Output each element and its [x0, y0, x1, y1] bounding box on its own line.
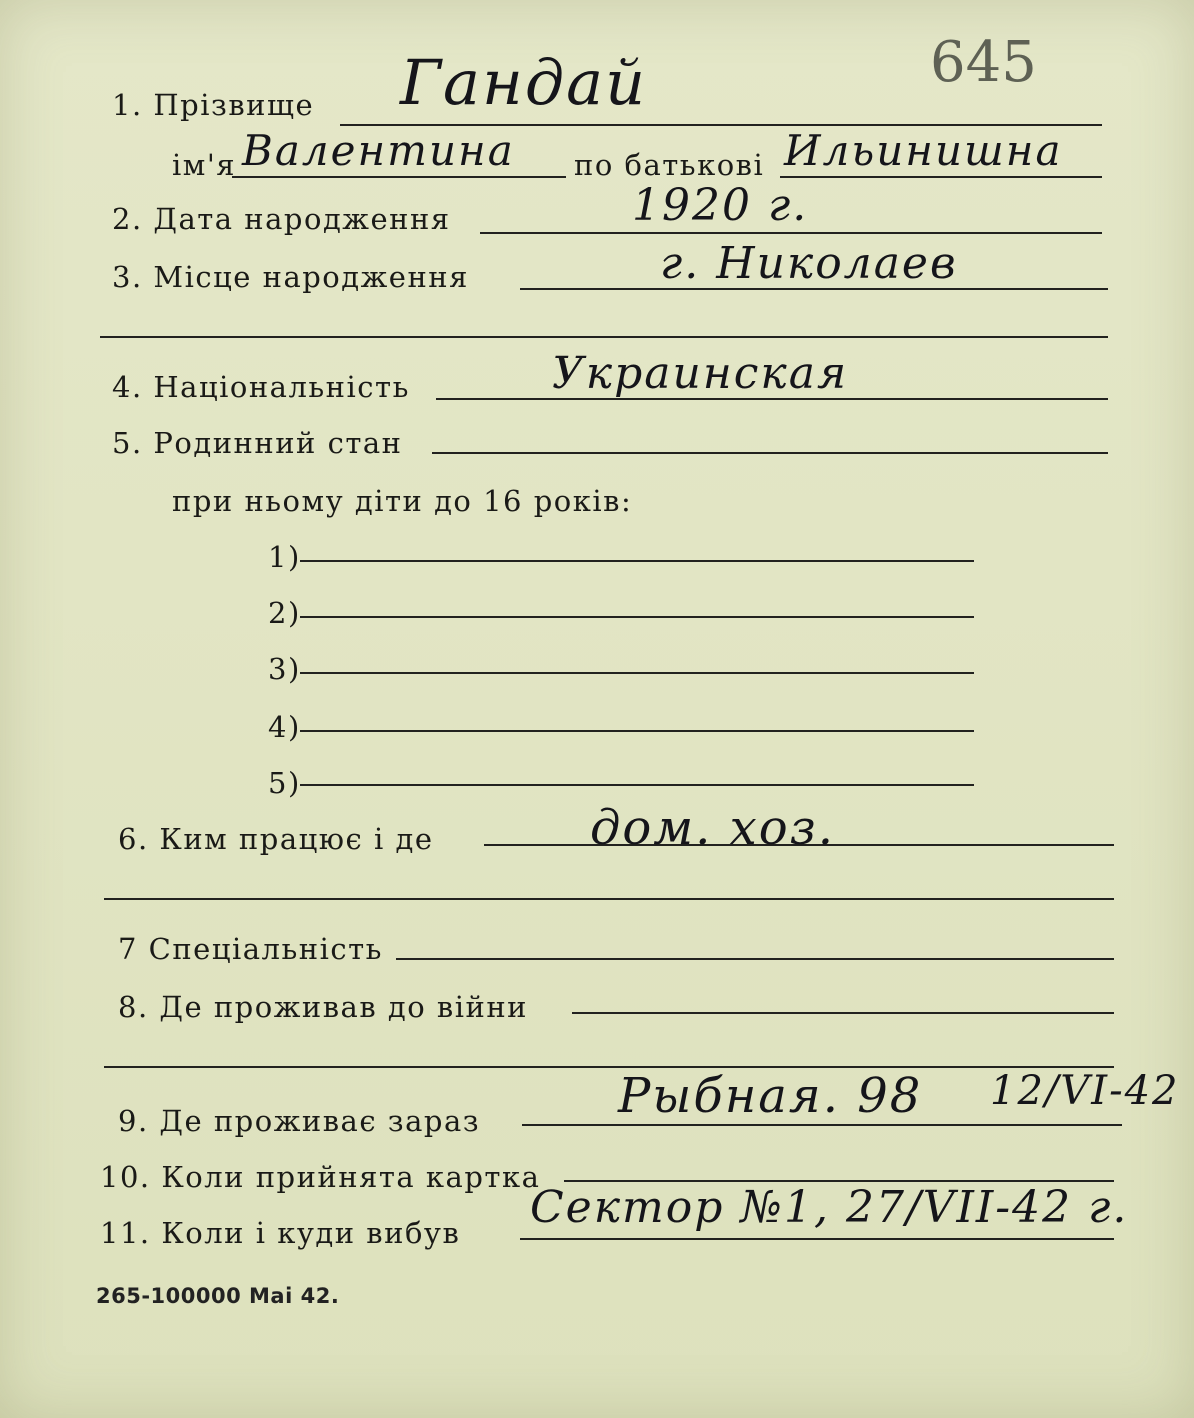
current-residence-line — [522, 1124, 1122, 1126]
departed-label: 11. Коли і куди вибув — [100, 1216, 461, 1250]
occupation-value: дом. хоз. — [590, 800, 836, 856]
surname-value: Гандай — [400, 46, 648, 119]
card-accepted-label: 10. Коли прийнята картка — [100, 1160, 541, 1194]
patronymic-line — [780, 176, 1102, 178]
patronymic-value: Ильинишна — [784, 126, 1063, 175]
prewar-residence-label: 8. Де проживав до війни — [118, 990, 528, 1024]
family-status-line — [432, 452, 1108, 454]
current-residence-label: 9. Де проживає зараз — [118, 1104, 481, 1138]
first-name-label: ім'я — [172, 148, 237, 182]
surname-label: 1. Прізвище — [112, 88, 315, 122]
birth-date-line — [480, 232, 1102, 234]
first-name-value: Валентина — [242, 126, 515, 175]
current-residence-date: 12/VI-42 — [990, 1068, 1180, 1114]
birth-place-value: г. Николаев — [660, 238, 958, 289]
departed-value: Сектор №1, 27/VII-42 г. — [530, 1182, 1129, 1233]
occupation-label: 6. Ким працює і де — [118, 822, 434, 856]
child-line — [300, 560, 974, 562]
first-name-line — [232, 176, 566, 178]
nationality-value: Украинская — [552, 348, 849, 399]
prewar-residence-line — [572, 1012, 1114, 1014]
birth-place-line-2 — [100, 336, 1108, 338]
birth-place-label: 3. Місце народження — [112, 260, 469, 294]
child-line — [300, 784, 974, 786]
specialty-label: 7 Спеціальність — [118, 932, 383, 966]
departed-line — [520, 1238, 1114, 1240]
birth-date-label: 2. Дата народження — [112, 202, 451, 236]
prewar-residence-line-2 — [104, 1066, 1114, 1068]
child-number: 1) — [268, 540, 301, 574]
child-line — [300, 672, 974, 674]
nationality-label: 4. Національність — [112, 370, 410, 404]
birth-date-value: 1920 г. — [632, 180, 809, 231]
specialty-line — [396, 958, 1114, 960]
family-status-label: 5. Родинний стан — [112, 426, 403, 460]
child-number: 4) — [268, 710, 301, 744]
child-number: 5) — [268, 766, 301, 800]
patronymic-label: по батькові — [574, 148, 765, 182]
archive-number: 645 — [930, 30, 1037, 95]
child-number: 2) — [268, 596, 301, 630]
child-line — [300, 730, 974, 732]
print-mark: 265-100000 Маі 42. — [96, 1284, 340, 1308]
children-heading: при ньому діти до 16 років: — [172, 484, 633, 518]
child-number: 3) — [268, 652, 301, 686]
occupation-line-2 — [104, 898, 1114, 900]
current-residence-value: Рыбная. 98 — [618, 1068, 923, 1124]
child-line — [300, 616, 974, 618]
